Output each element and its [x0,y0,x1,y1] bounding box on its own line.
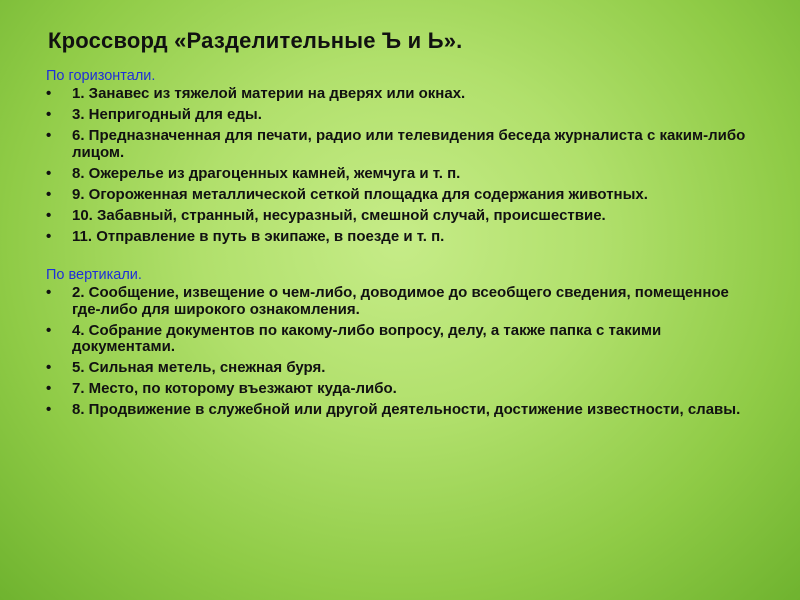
down-heading: По вертикали. [46,267,142,283]
across-clue-1: • 1. Занавес из тяжелой материи на дверях или окнах. [46,86,746,103]
slide-content [46,66,746,423]
down-clue-7: • 7. Место, по которому въезжают куда-либо. [46,381,746,398]
across-clue-8: • 8. Ожерелье из драгоценных камней, жемчуга и т. п. [46,166,746,183]
down-clue-5: • 5. Сильная метель, снежная буря. [46,360,746,377]
across-clue-10: • 10. Забавный, странный, несуразный, смешной случай, происшествие. [46,208,746,225]
across-clue-list [46,86,746,245]
across-clue-11: • 11. Отправление в путь в экипаже, в поезде и т. п. [46,229,746,246]
down-clue-2: • 2. Сообщение, извещение о чем-либо, доводимое до всеобщего сведения, помещенное где-либо для широкого ознакомления. [46,285,746,318]
across-clue-9: • 9. Огороженная металлической сеткой площадка для содержания животных. [46,187,746,204]
across-clue-6: • 6. Предназначенная для печати, радио или телевидения беседа журналиста с каким-либо лицом. [46,128,746,161]
across-clue-3: • 3. Непригодный для еды. [46,107,746,124]
slide-title: Кроссворд «Разделительные Ъ и Ь». [48,28,463,53]
down-clue-4: • 4. Собрание документов по какому-либо вопросу, делу, а также папка с такими документами. [46,323,746,356]
across-heading: По горизонтали. [46,68,156,84]
down-clue-list [46,285,746,419]
down-clue-8: • 8. Продвижение в служебной или другой деятельности, достижение известности, славы. [46,402,746,419]
